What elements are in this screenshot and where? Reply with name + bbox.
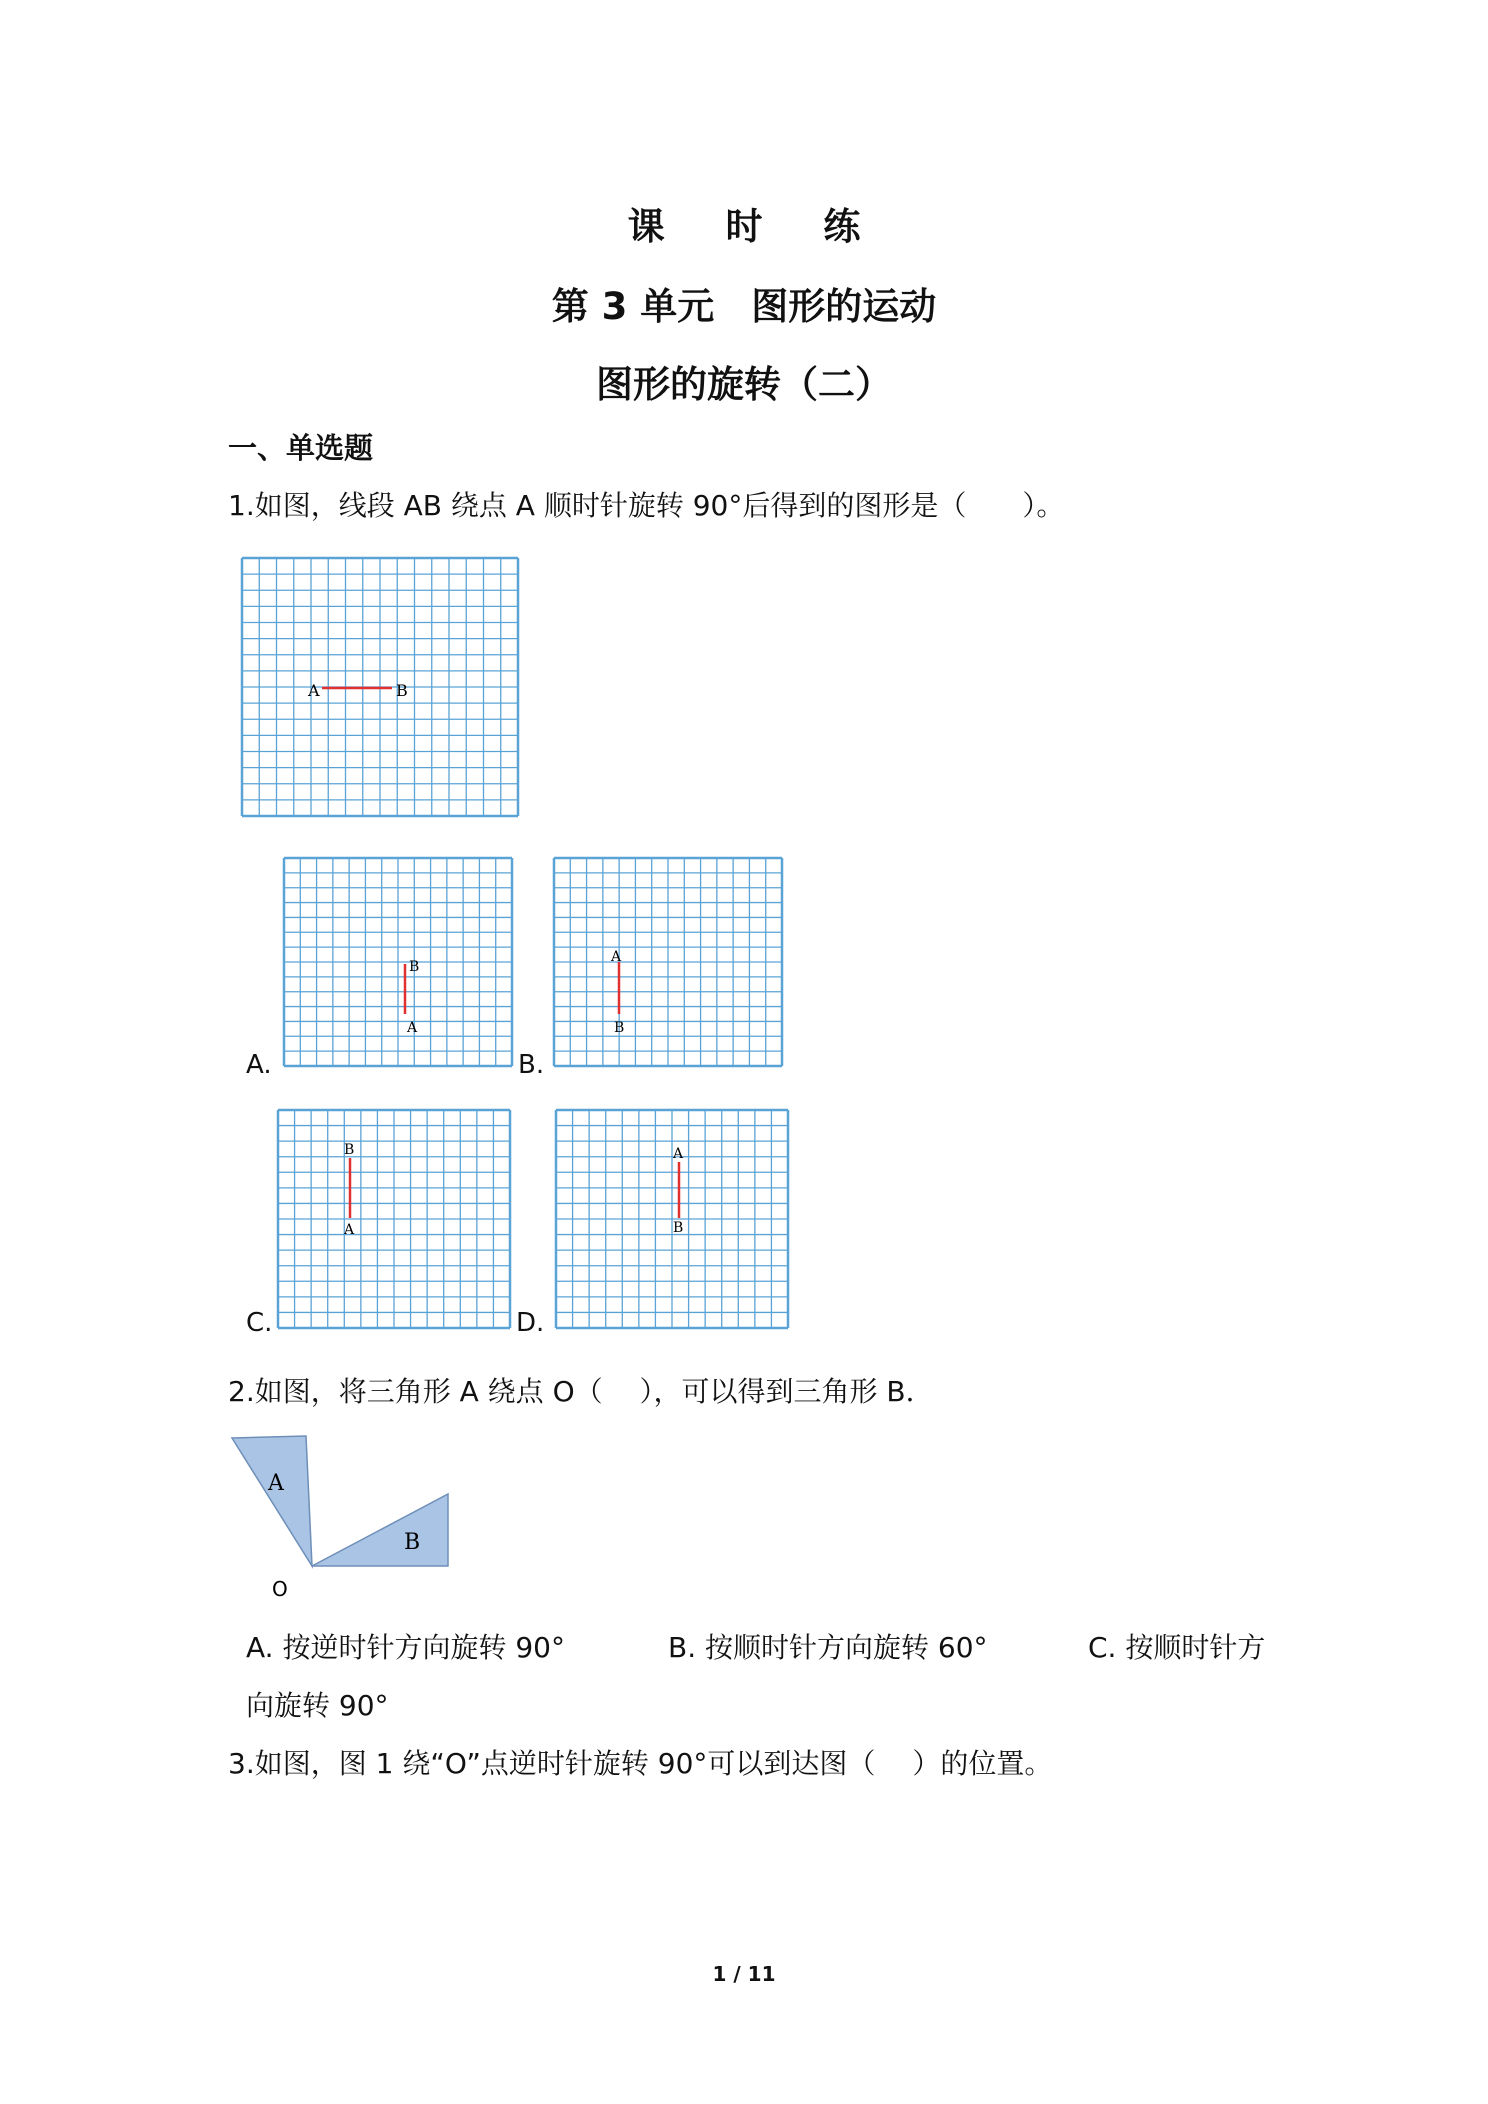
unit-title: 第 3 单元 图形的运动 xyxy=(551,285,937,328)
option-d-a-label: A xyxy=(673,1146,684,1162)
option-b-b-label: B xyxy=(614,1020,625,1036)
question-1-text: 1.如图，线段 AB 绕点 A 顺时针旋转 90°后得到的图形是（ ）。 xyxy=(228,489,1065,522)
q2-option-c-wrap: 向旋转 90° xyxy=(246,1689,389,1722)
question-2-text: 2.如图，将三角形 A 绕点 O（ ），可以得到三角形 B． xyxy=(228,1375,934,1408)
q2-triangles-figure xyxy=(228,1430,458,1600)
q1-option-b-grid xyxy=(552,856,784,1068)
option-c-a-label: A xyxy=(344,1222,355,1238)
option-a-a-label: A xyxy=(407,1020,418,1036)
question-3-text: 3.如图，图 1 绕“O”点逆时针旋转 90°可以到达图（ ）的位置。 xyxy=(228,1747,1053,1780)
option-a-b-label: B xyxy=(409,959,420,975)
lesson-title: 图形的旋转（二） xyxy=(596,363,892,406)
triangle-b xyxy=(312,1494,448,1566)
q1-option-d-label[interactable]: D. xyxy=(516,1308,545,1338)
q1-option-c-grid xyxy=(276,1108,512,1330)
section-heading: 一、单选题 xyxy=(228,431,374,465)
triangle-b-label: B xyxy=(404,1530,421,1555)
q1-option-a-label[interactable]: A. xyxy=(246,1050,272,1080)
q2-option-c[interactable]: C. 按顺时针方 xyxy=(1088,1631,1266,1664)
point-b-label: B xyxy=(396,681,408,700)
option-b-a-label: A xyxy=(611,949,622,965)
page-number: 1 / 11 xyxy=(712,1962,776,1986)
center-o-label: O xyxy=(272,1577,288,1600)
q2-option-a[interactable]: A. 按逆时针方向旋转 90° xyxy=(246,1631,565,1664)
triangle-a-label: A xyxy=(268,1471,284,1496)
q1-option-d-grid xyxy=(554,1108,790,1330)
q1-main-grid-figure xyxy=(240,556,520,818)
q1-option-c-label[interactable]: C. xyxy=(246,1308,273,1338)
q1-option-b-label[interactable]: B. xyxy=(518,1050,545,1080)
triangle-a xyxy=(232,1436,312,1566)
option-c-b-label: B xyxy=(344,1142,355,1158)
q2-option-b[interactable]: B. 按顺时针方向旋转 60° xyxy=(668,1631,988,1664)
point-a-label: A xyxy=(308,681,320,700)
doc-title: 课 时 练 xyxy=(627,205,885,248)
option-d-b-label: B xyxy=(673,1220,684,1236)
q1-option-a-grid xyxy=(282,856,514,1068)
